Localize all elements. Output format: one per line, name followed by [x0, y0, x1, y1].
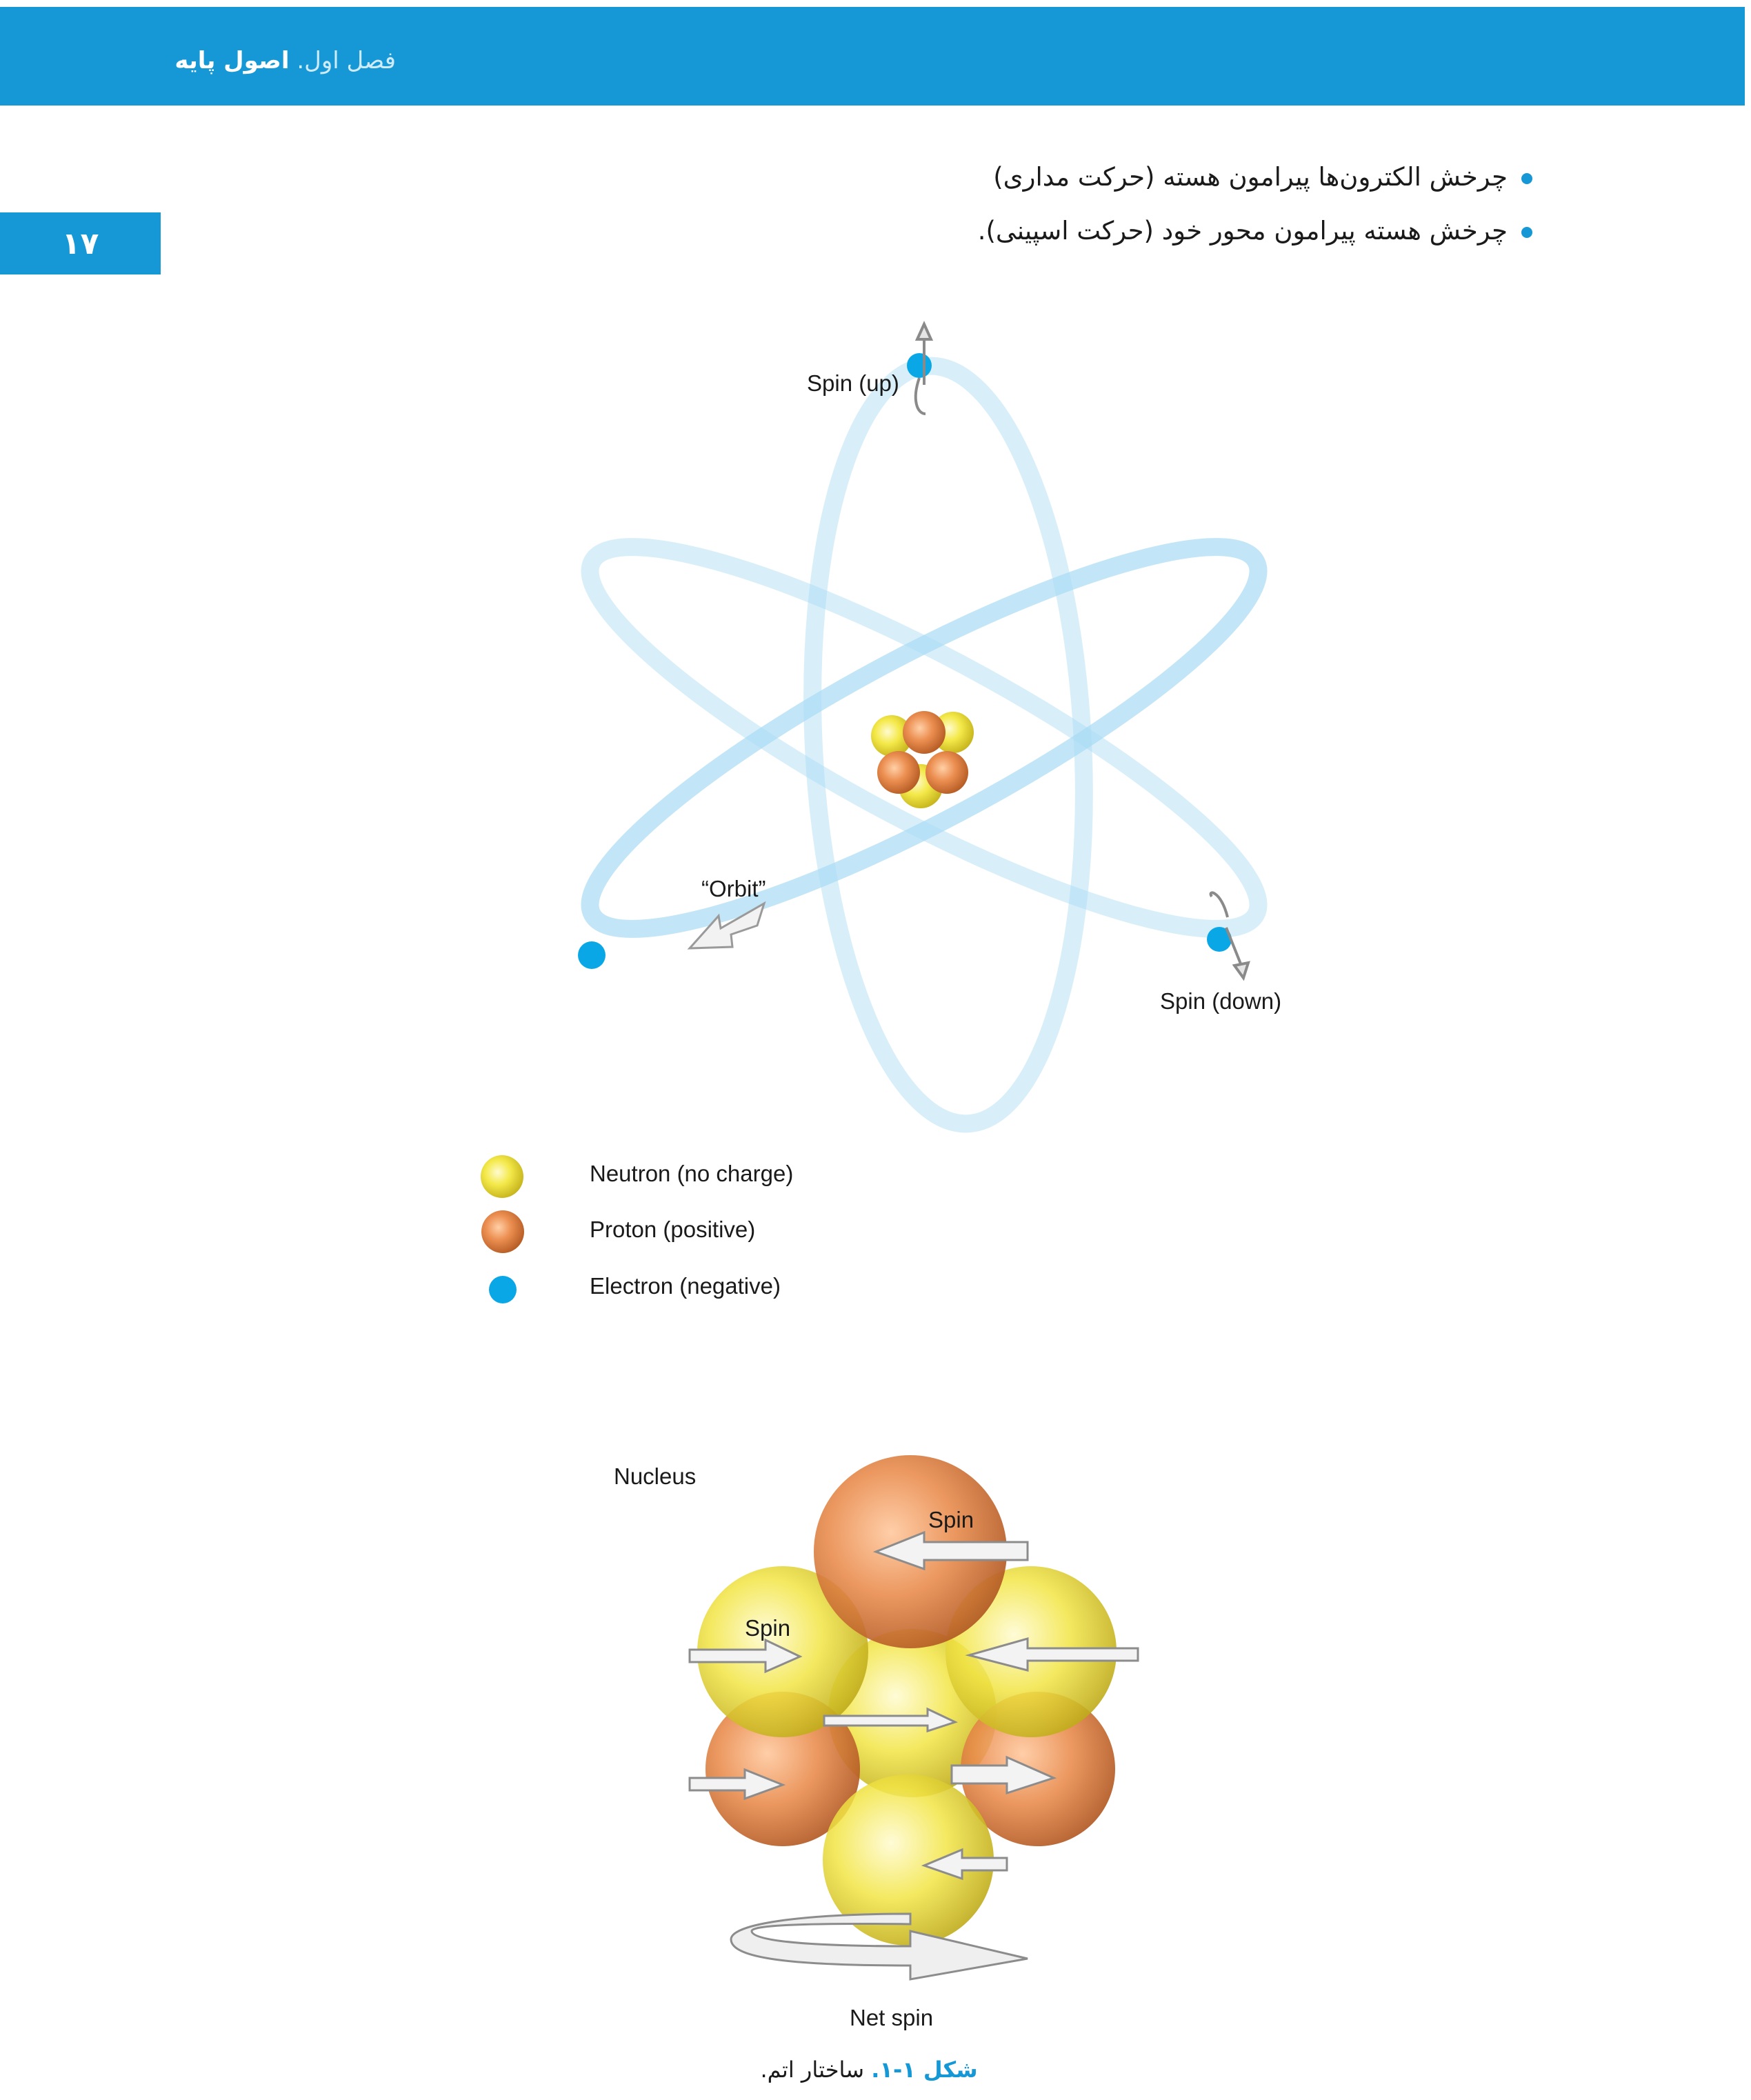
spin-label-left: Spin: [745, 1615, 791, 1641]
electron-left: [578, 941, 606, 969]
header-section: فصل اول.: [297, 47, 396, 74]
nucleus-title: Nucleus: [614, 1463, 697, 1489]
spin-label-top: Spin: [928, 1507, 974, 1532]
proton-ball: [903, 711, 945, 754]
proton-ball: [877, 751, 920, 794]
spin-up-label: Spin (up): [807, 370, 899, 396]
net-spin-label: Net spin: [850, 2005, 934, 2030]
figure-number: شکل ۱-۱.: [871, 2057, 978, 2083]
bullet-item: چرخش الکترون‌ها پیرامون هسته (حرکت مداری): [978, 150, 1532, 204]
mini-nucleus: [871, 711, 974, 808]
header-chapter-title: اصول پایه: [174, 47, 290, 74]
nucleus-detail: [697, 1455, 1117, 1946]
neutron-legend-marker: [481, 1155, 523, 1198]
electron-top: [907, 353, 932, 378]
bullet-item: چرخش هسته پیرامون محور خود (حرکت اسپینی).: [978, 204, 1532, 258]
figure-caption-text: ساختار اتم.: [760, 2057, 872, 2083]
figure-caption: [690, 2057, 1048, 2083]
proton-ball: [925, 751, 968, 794]
electron-legend-marker: [489, 1276, 517, 1303]
orbit-label: “Orbit”: [701, 876, 766, 901]
net-spin-arrow-icon: [731, 1914, 1028, 1979]
proton-legend-label: Proton (positive): [590, 1217, 756, 1242]
page-number: ۱۷: [61, 226, 99, 261]
spin-down-label: Spin (down): [1160, 988, 1282, 1014]
electron-legend-label: Electron (negative): [590, 1273, 781, 1299]
neutron-legend-label: Neutron (no charge): [590, 1161, 794, 1186]
legend: [481, 1155, 793, 1303]
proton-legend-marker: [481, 1210, 524, 1253]
